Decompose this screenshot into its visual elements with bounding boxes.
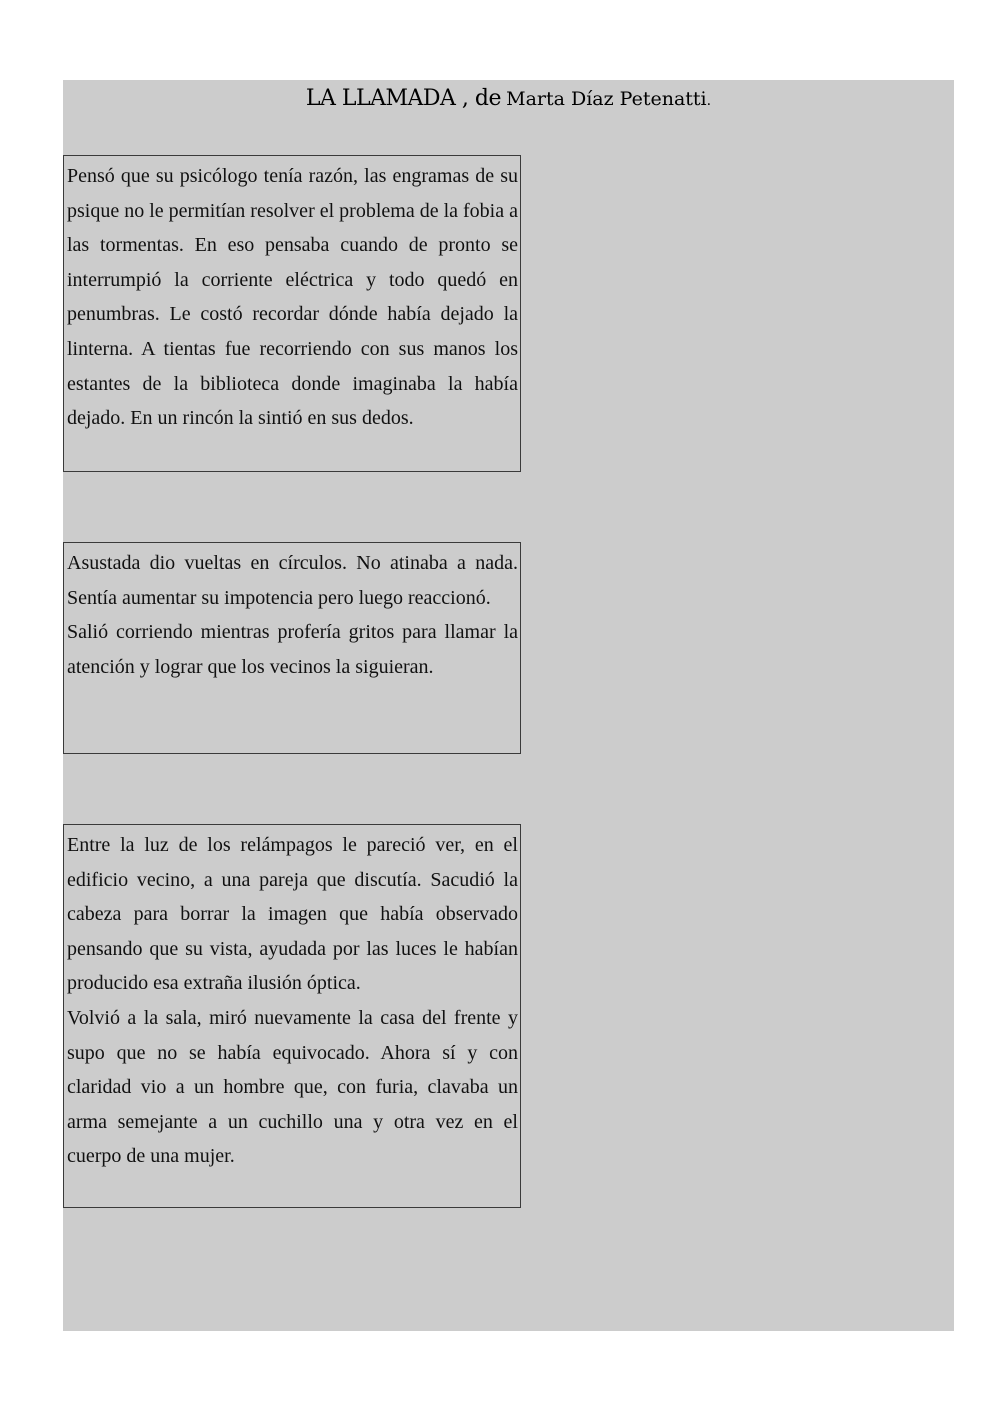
story-fragment-box[interactable]	[63, 155, 521, 472]
story-paragraph: Volvió a la sala, miró nuevamente la casa del frente y supo que no se había equivocado. Ahora sí y con claridad vio a un hombre que, con furia, clavaba un arma semejante a un cuchillo una y otra vez en el cuerpo de una mujer.	[67, 1006, 518, 1168]
title-author: Marta Díaz Petenatti	[506, 88, 707, 110]
worksheet-page	[63, 80, 954, 1331]
document-title	[63, 86, 954, 111]
title-main: LA LLAMADA , de	[305, 86, 502, 111]
title-end: .	[706, 93, 712, 109]
story-paragraph: Salió corriendo mientras profería gritos para llamar la atención y lograr que los vecinos la siguieran.	[67, 621, 518, 678]
story-paragraph: Pensó que su psicólogo tenía razón, las engramas de su psique no le permitían resolver el problema de la fobia a las tormentas. En eso pensaba cuando de pronto se interrumpió la corriente eléctrica y todo quedó en penumbras. Le costó recordar dónde había dejado la linterna. A tientas fue recorriendo con sus manos los estantes de la biblioteca donde imaginaba la había dejado. En un rincón la sintió en sus dedos.	[67, 165, 518, 430]
story-paragraph: Asustada dio vueltas en círculos. No atinaba a nada. Sentía aumentar su impotencia pero luego reaccionó.	[67, 552, 518, 609]
story-fragment-box[interactable]	[63, 542, 521, 754]
story-paragraph: Entre la luz de los relámpagos le pareció ver, en el edificio vecino, a una pareja que discutía. Sacudió la cabeza para borrar la imagen que había observado pensando que su vista, ayudada por las luces le habían producido esa extraña ilusión óptica.	[67, 834, 518, 995]
story-fragment-box[interactable]	[63, 824, 521, 1208]
